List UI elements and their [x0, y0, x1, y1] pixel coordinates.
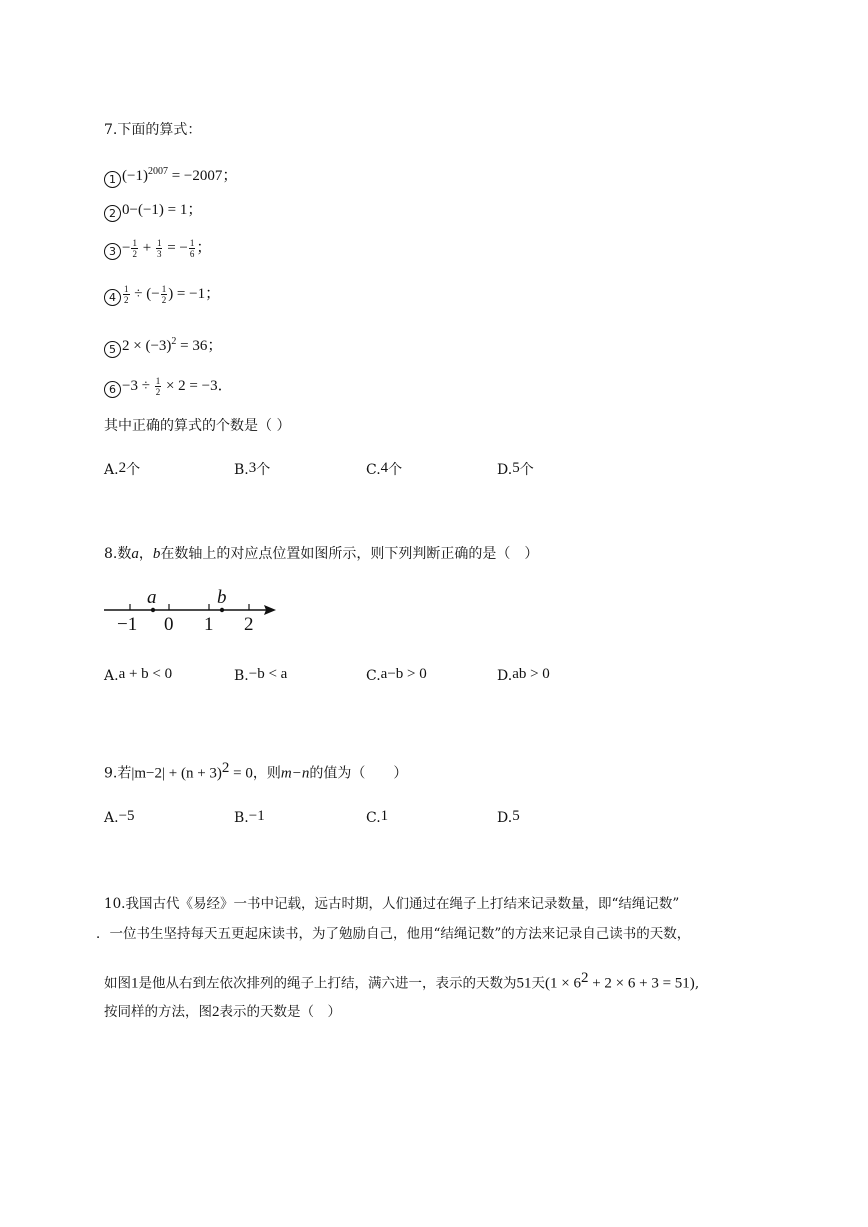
- q9-option-c: C.1: [366, 808, 389, 826]
- q8-option-a: A.a + b < 0: [104, 666, 173, 684]
- axis-label-2: 2: [244, 614, 254, 635]
- q7-item-3: 3 − $\frac{1}{2}$ + $\frac{1}{3}$ = − $\frac{1}{6}$ ；: [104, 238, 211, 260]
- q8-option-b: B.−b < a: [234, 666, 288, 684]
- q7-option-c: C.4个: [366, 460, 403, 478]
- axis-label-0: 0: [164, 614, 174, 635]
- q7-stem: 7.下面的算式：: [104, 122, 202, 138]
- circled-number: 4: [104, 289, 121, 306]
- circled-number: 2: [104, 205, 121, 222]
- q7-option-a: A.2个: [104, 460, 141, 478]
- q7-option-b: B.3个: [234, 460, 271, 478]
- point-a-label: a: [147, 587, 157, 608]
- point-b-label: b: [217, 587, 227, 608]
- q7-item-6: 6 −3 ÷ $\frac{1}{2}$ × 2 = −3．: [104, 376, 233, 398]
- q9-option-a: A.−5: [104, 808, 135, 826]
- axis-label-minus-1: −1: [117, 614, 138, 635]
- q8-option-d: D.ab > 0: [497, 666, 550, 684]
- q8-option-c: C.a−b > 0: [366, 666, 427, 684]
- circled-number: 5: [104, 341, 121, 358]
- q9-option-b: B.−1: [234, 808, 265, 826]
- axis-label-1: 1: [204, 614, 214, 635]
- q8-stem: 8.数a，b在数轴上的对应点位置如图所示，则下列判断正确的是（ ）: [104, 546, 539, 562]
- circled-number: 3: [104, 243, 121, 260]
- circled-number: 6: [104, 381, 121, 398]
- q7-question: 其中正确的算式的个数是（ ）: [104, 418, 291, 434]
- q7-option-d: D.5个: [497, 460, 534, 478]
- q7-item-1: 1 $(-1)^{2007} = -2007$；: [104, 162, 237, 188]
- q10-line-3: 如图1是他从右到左依次排列的绳子上打结，满六进一，表示的天数为51天$(1 \times 6^2 + 2 \times 6 + 3 = 51)$,: [104, 970, 700, 992]
- q9-stem: 9.若$|m-2| + (n + 3)^2 = 0$，则m−n的值为（ ）: [104, 760, 408, 782]
- q7-item-2: 2 0−(−1) = 1；: [104, 200, 202, 222]
- q9-option-d: D.5: [497, 808, 520, 826]
- q7-item-5: 5 $2 \times (-3)^2 = 36$；: [104, 332, 222, 358]
- circled-number: 1: [104, 171, 121, 188]
- q10-line-4: 按同样的方法，图2表示的天数是（ ）: [104, 1004, 341, 1020]
- q10-line-2: ．一位书生坚持每天五更起床读书，为了勉励自己，他用“结绳记数”的方法来记录自己读书的天数，: [96, 926, 691, 942]
- q10-line-1: 10.我国古代《易经》一书中记载，远古时期，人们通过在绳子上打结来记录数量，即“结绳记数”: [104, 896, 680, 912]
- q7-item-4: 4 $\frac{1}{2}$ ÷ (− $\frac{1}{2}$ ) = −1；: [104, 284, 220, 306]
